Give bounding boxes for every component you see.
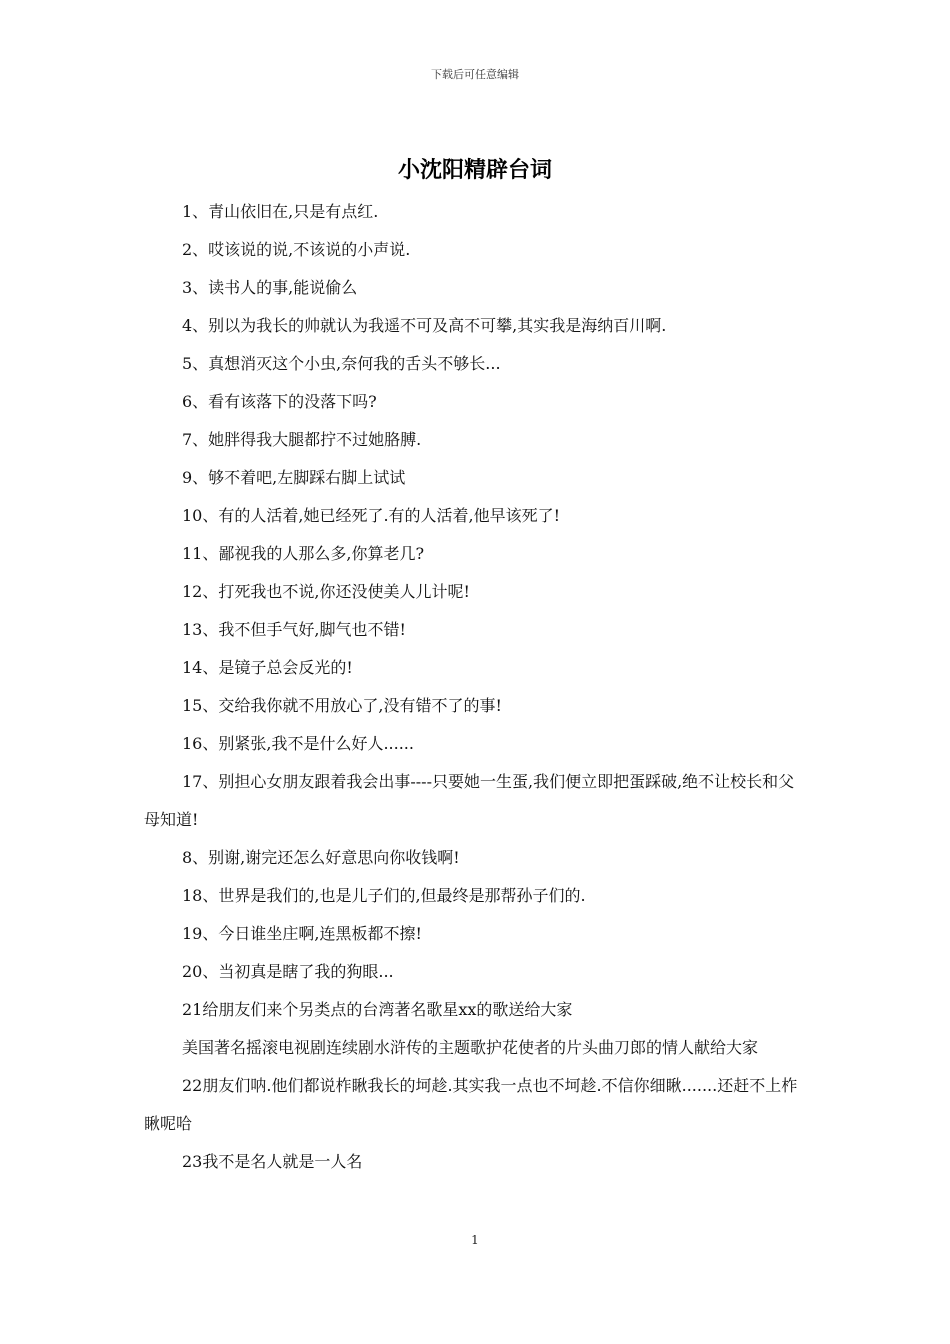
- quote-line-13: 13、我不但手气好,脚气也不错!: [182, 620, 406, 639]
- quote-line-12: 12、打死我也不说,你还没使美人儿计呢!: [182, 582, 470, 601]
- quote-line-3: 3、读书人的事,能说偷么: [182, 278, 358, 297]
- quote-line-6: 6、看有该落下的没落下吗?: [182, 392, 377, 411]
- quote-line-19: 19、今日谁坐庄啊,连黑板都不擦!: [182, 924, 422, 943]
- quote-line-1: 1、青山依旧在,只是有点红.: [182, 202, 379, 221]
- quote-line-15: 15、交给我你就不用放心了,没有错不了的事!: [182, 696, 502, 715]
- document-body: [144, 193, 808, 1181]
- quote-line-14: 14、是镜子总会反光的!: [182, 658, 353, 677]
- quote-line-18: 18、世界是我们的,也是儿子们的,但最终是那帮孙子们的.: [182, 886, 586, 905]
- quote-paragraph-song: 美国著名摇滚电视剧连续剧水浒传的主题歌护花使者的片头曲刀郎的情人献给大家: [182, 1038, 759, 1057]
- quote-paragraph-17: 17、别担心女朋友跟着我会出事----只要她一生蛋,我们便立即把蛋踩破,绝不让校长和父母知道!: [144, 772, 795, 829]
- quote-line-9: 9、够不着吧,左脚踩右脚上试试: [182, 468, 406, 487]
- quote-line-23: 23我不是名人就是一人名: [182, 1152, 363, 1171]
- quote-line-20: 20、当初真是瞎了我的狗眼...: [182, 962, 394, 981]
- page-number: 1: [471, 1233, 479, 1247]
- document-title: 小沈阳精辟台词: [397, 158, 552, 183]
- quote-paragraph-22: 22朋友们呐.他们都说柞瞅我长的坷趁.其实我一点也不坷趁.不信你细瞅.......还赶不上柞瞅呢哈: [144, 1076, 798, 1133]
- quote-line-4: 4、别以为我长的帅就认为我遥不可及高不可攀,其实我是海纳百川啊.: [182, 316, 667, 335]
- quote-line-7: 7、她胖得我大腿都拧不过她胳膊.: [182, 430, 422, 449]
- quote-line-11: 11、鄙视我的人那么多,你算老几?: [182, 544, 425, 563]
- quote-line-8: 8、别谢,谢完还怎么好意思向你收钱啊!: [182, 848, 460, 867]
- quote-line-21: 21给朋友们来个另类点的台湾著名歌星xx的歌送给大家: [182, 1000, 573, 1019]
- quote-line-2: 2、哎该说的说,不该说的小声说.: [182, 240, 411, 259]
- quote-line-16: 16、别紧张,我不是什么好人......: [182, 734, 414, 753]
- quote-line-5: 5、真想消灭这个小虫,奈何我的舌头不够长...: [182, 354, 501, 373]
- page-header: 下载后可任意编辑: [431, 68, 519, 81]
- quote-line-10: 10、有的人活着,她已经死了.有的人活着,他早该死了!: [182, 506, 561, 525]
